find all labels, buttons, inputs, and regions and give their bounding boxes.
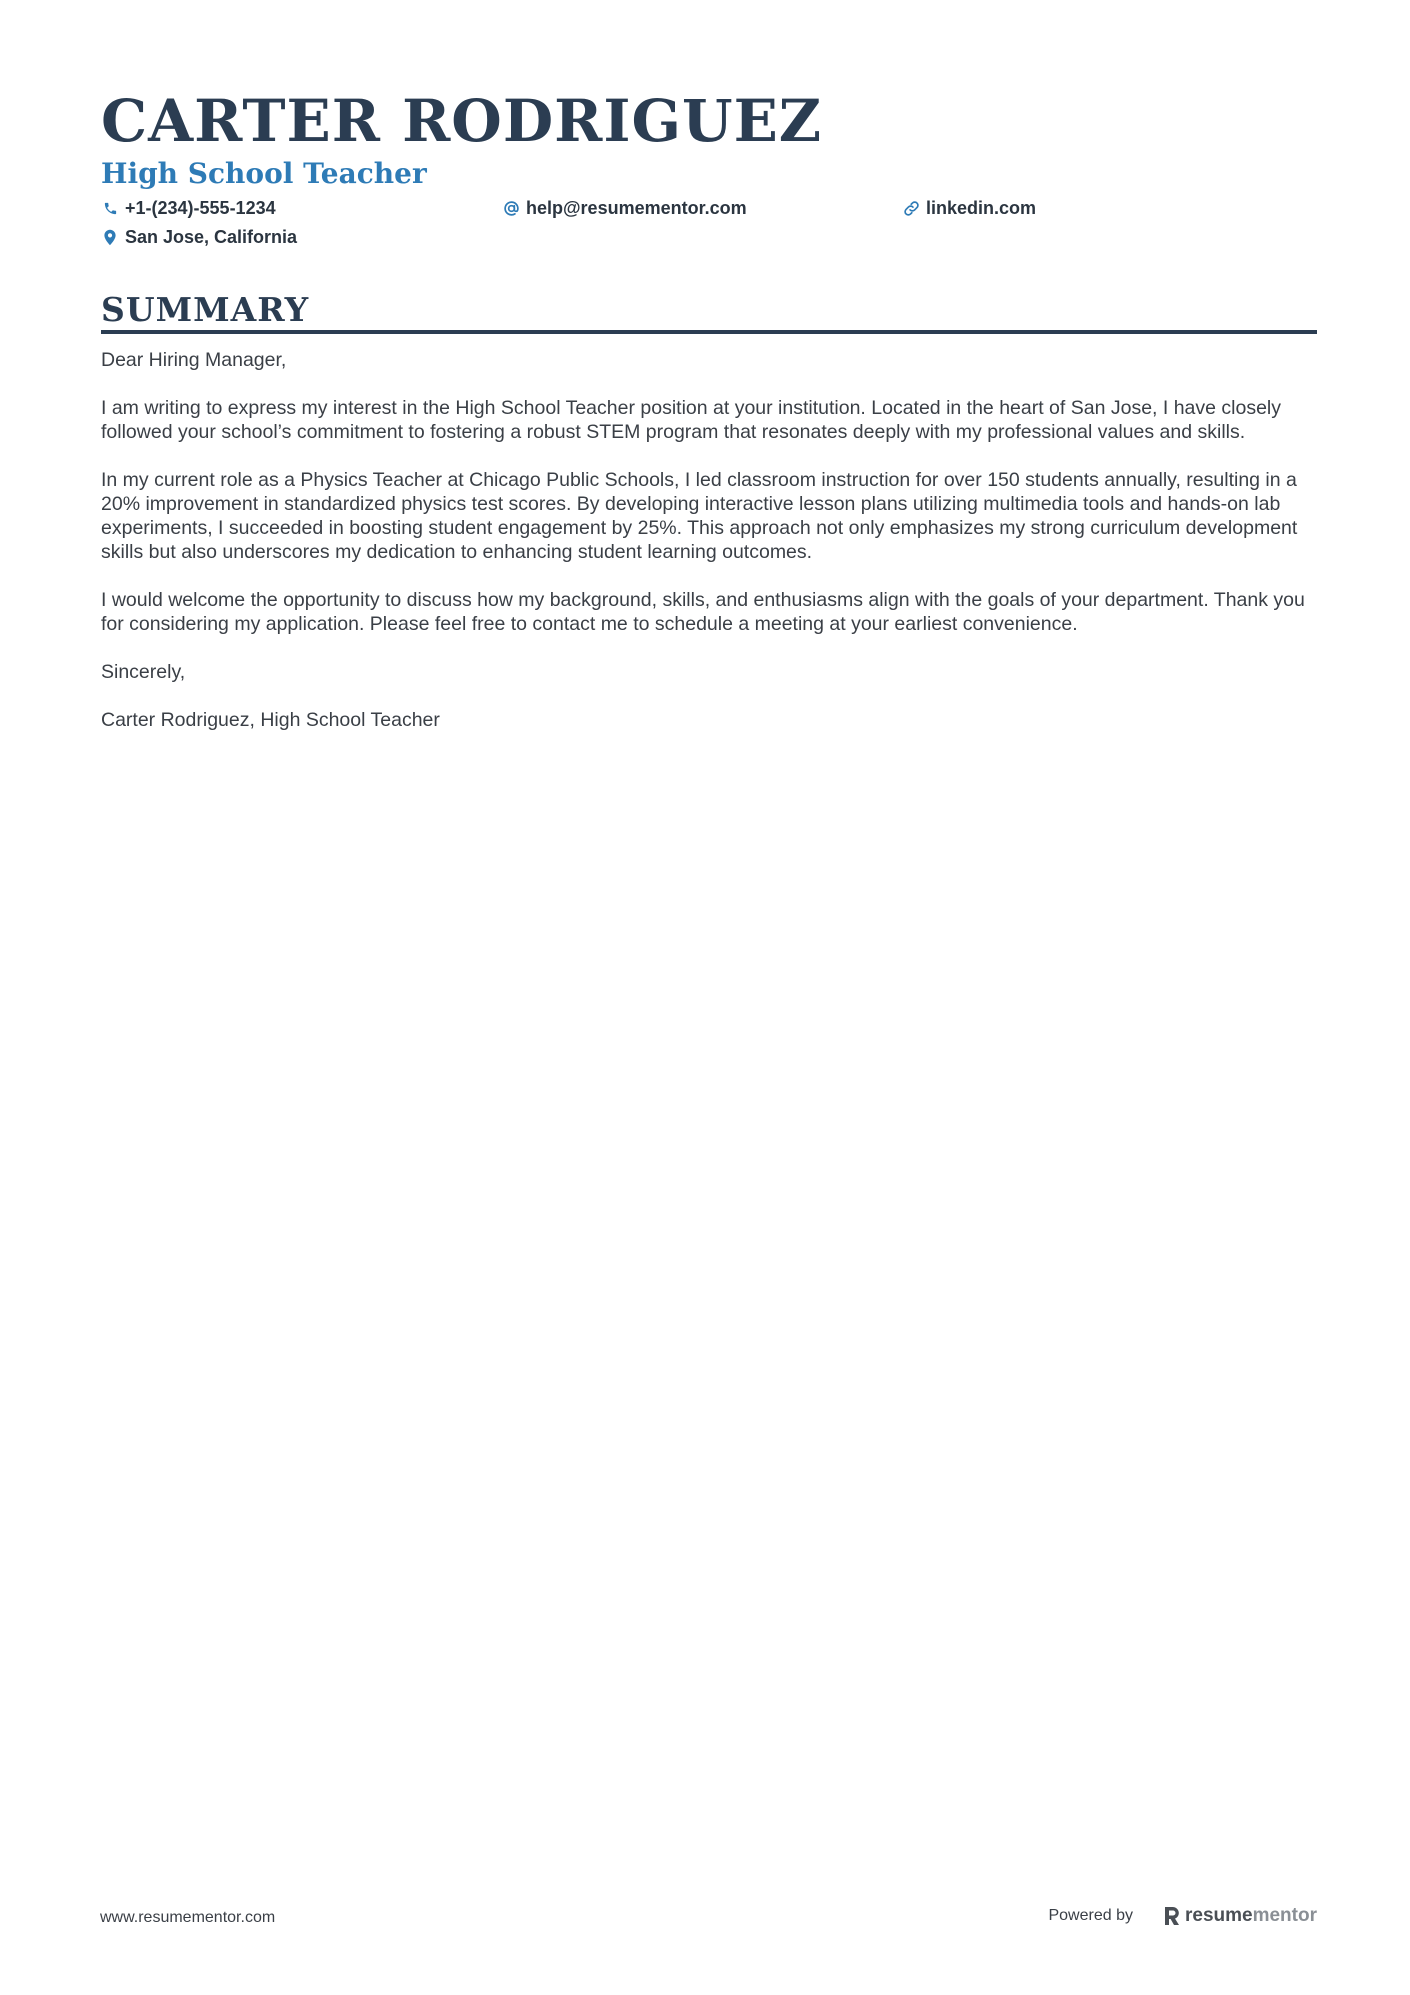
- summary-section: [101, 292, 1317, 756]
- brand-text-mentor: mentor: [1252, 1905, 1317, 1926]
- contact-phone: [101, 198, 276, 219]
- contact-website: [902, 198, 1036, 219]
- resumementor-logo-icon: [1163, 1905, 1181, 1927]
- signature: Carter Rodriguez, High School Teacher: [101, 709, 440, 731]
- phone-icon: [101, 200, 119, 218]
- footer-brand: [1048, 1905, 1317, 1927]
- map-pin-icon: [101, 229, 119, 247]
- header: [101, 88, 1317, 258]
- greeting: Dear Hiring Manager,: [101, 349, 287, 371]
- contact-location: [101, 227, 297, 248]
- contact-info: [101, 198, 1317, 258]
- at-icon: [502, 200, 520, 218]
- paragraph-3: I would welcome the opportunity to discuss how my background, skills, and enthusiasms align with the goals of your department. Thank you for considering my application. Please feel free to contact me to schedule a meeting at your earliest convenience.: [101, 589, 1305, 635]
- section-heading: SUMMARY: [101, 292, 1317, 334]
- brand-logo[interactable]: [1163, 1905, 1317, 1927]
- candidate-name: CARTER RODRIGUEZ: [101, 87, 823, 155]
- location-text: San Jose, California: [125, 227, 298, 247]
- closing: Sincerely,: [101, 661, 186, 683]
- powered-by-label: Powered by: [1048, 1907, 1133, 1924]
- brand-text-resume: resume: [1184, 1905, 1253, 1926]
- footer-website[interactable]: www.resumementor.com: [100, 1909, 276, 1926]
- contact-email: [502, 198, 747, 219]
- email-link[interactable]: help@resumementor.com: [526, 198, 747, 218]
- letter-body: [101, 348, 1317, 732]
- paragraph-2: In my current role as a Physics Teacher at Chicago Public Schools, I led classroom instruction for over 150 students annually, resulting in a 20% improvement in standardized physics test scores. By developing interactive lesson plans utilizing multimedia tools and hands-on lab experiments, I succeeded in boosting student engagement by 25%. This approach not only emphasizes my strong curriculum development skills but also underscores my dedication to enhancing student learning outcomes.: [101, 469, 1298, 563]
- website-link[interactable]: linkedin.com: [926, 198, 1037, 218]
- candidate-title: High School Teacher: [101, 157, 427, 190]
- paragraph-1: I am writing to express my interest in the High School Teacher position at your institution. Located in the heart of San Jose, I have closely followed your school’s commitment to fostering a robust STEM program that resonates deeply with my professional values and skills.: [101, 397, 1282, 443]
- phone-text: +1-(234)-555-1234: [125, 198, 276, 218]
- link-icon: [902, 200, 920, 218]
